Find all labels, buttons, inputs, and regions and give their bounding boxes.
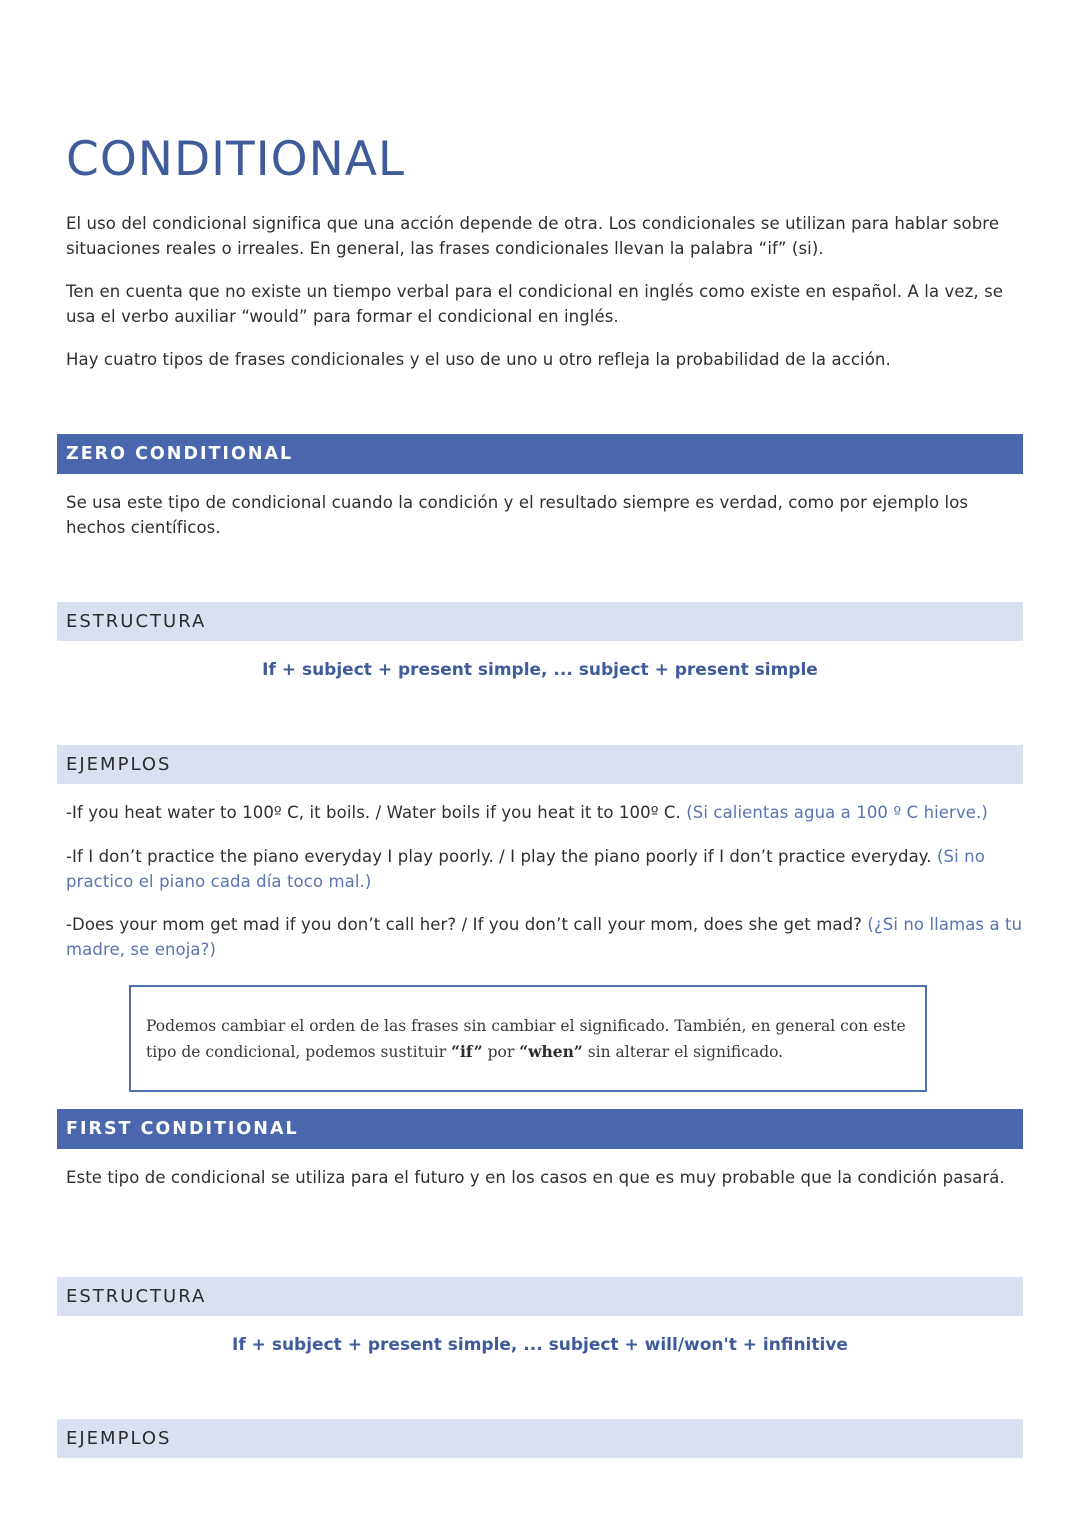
intro-paragraph-3: Hay cuatro tipos de frases condicionales y el uso de uno u otro refleja la probabilidad de la acción.: [66, 350, 891, 369]
example-english: -If you heat water to 100º C, it boils. / Water boils if you heat it to 100º C.: [66, 803, 681, 822]
section-heading-zero-conditional: ZERO CONDITIONAL: [57, 434, 1023, 474]
first-conditional-description: Este tipo de condicional se utiliza para el futuro y en los casos en que es muy probable que la condición pasará.: [66, 1168, 1005, 1187]
note-when-word: “when”: [519, 1042, 583, 1061]
zero-conditional-description: Se usa este tipo de condicional cuando la condición y el resultado siempre es verdad, como por ejemplo los hechos científicos.: [66, 493, 969, 537]
note-if-word: “if”: [451, 1042, 483, 1061]
zero-example-1: [66, 801, 1026, 826]
zero-examples-heading: EJEMPLOS: [57, 745, 1023, 784]
zero-example-2: [66, 845, 1026, 894]
intro-paragraph-2: Ten en cuenta que no existe un tiempo verbal para el condicional en inglés como existe en español. A la vez, se usa el verbo auxiliar “would” para formar el condicional en inglés.: [66, 282, 1004, 326]
zero-structure-heading: ESTRUCTURA: [57, 602, 1023, 641]
zero-example-3: [66, 913, 1026, 962]
example-english: -If I don’t practice the piano everyday I play poorly. / I play the piano poorly if I don’t practice everyday.: [66, 847, 932, 866]
example-english: -Does your mom get mad if you don’t call her? / If you don’t call your mom, does she get mad?: [66, 915, 863, 934]
note-box: [129, 985, 927, 1092]
note-text-3: sin alterar el significado.: [582, 1043, 784, 1061]
note-text-1: Podemos cambiar el orden de las frases sin cambiar el significado. También, en general con este tipo de condicional, podemos sustituir: [146, 1017, 906, 1061]
example-translation: (Si calientas agua a 100 º C hierve.): [686, 803, 988, 822]
note-text-2: por: [482, 1043, 520, 1061]
first-structure-formula: If + subject + present simple, ... subject + will/won't + infinitive: [232, 1335, 848, 1355]
example-translation: (Si no practico el piano cada día toco mal.): [66, 847, 985, 891]
zero-structure-formula: If + subject + present simple, ... subject + present simple: [262, 660, 818, 680]
page-title: CONDITIONAL: [66, 132, 406, 187]
section-heading-first-conditional: FIRST CONDITIONAL: [57, 1109, 1023, 1149]
first-examples-heading: EJEMPLOS: [57, 1419, 1023, 1458]
first-structure-heading: ESTRUCTURA: [57, 1277, 1023, 1316]
intro-paragraph-1: El uso del condicional significa que una acción depende de otra. Los condicionales se utilizan para hablar sobre situaciones reales o irreales. En general, las frases condicionales llevan la palabra “if” (si).: [66, 214, 1000, 258]
example-translation: (¿Si no llamas a tu madre, se enoja?): [66, 915, 1023, 959]
